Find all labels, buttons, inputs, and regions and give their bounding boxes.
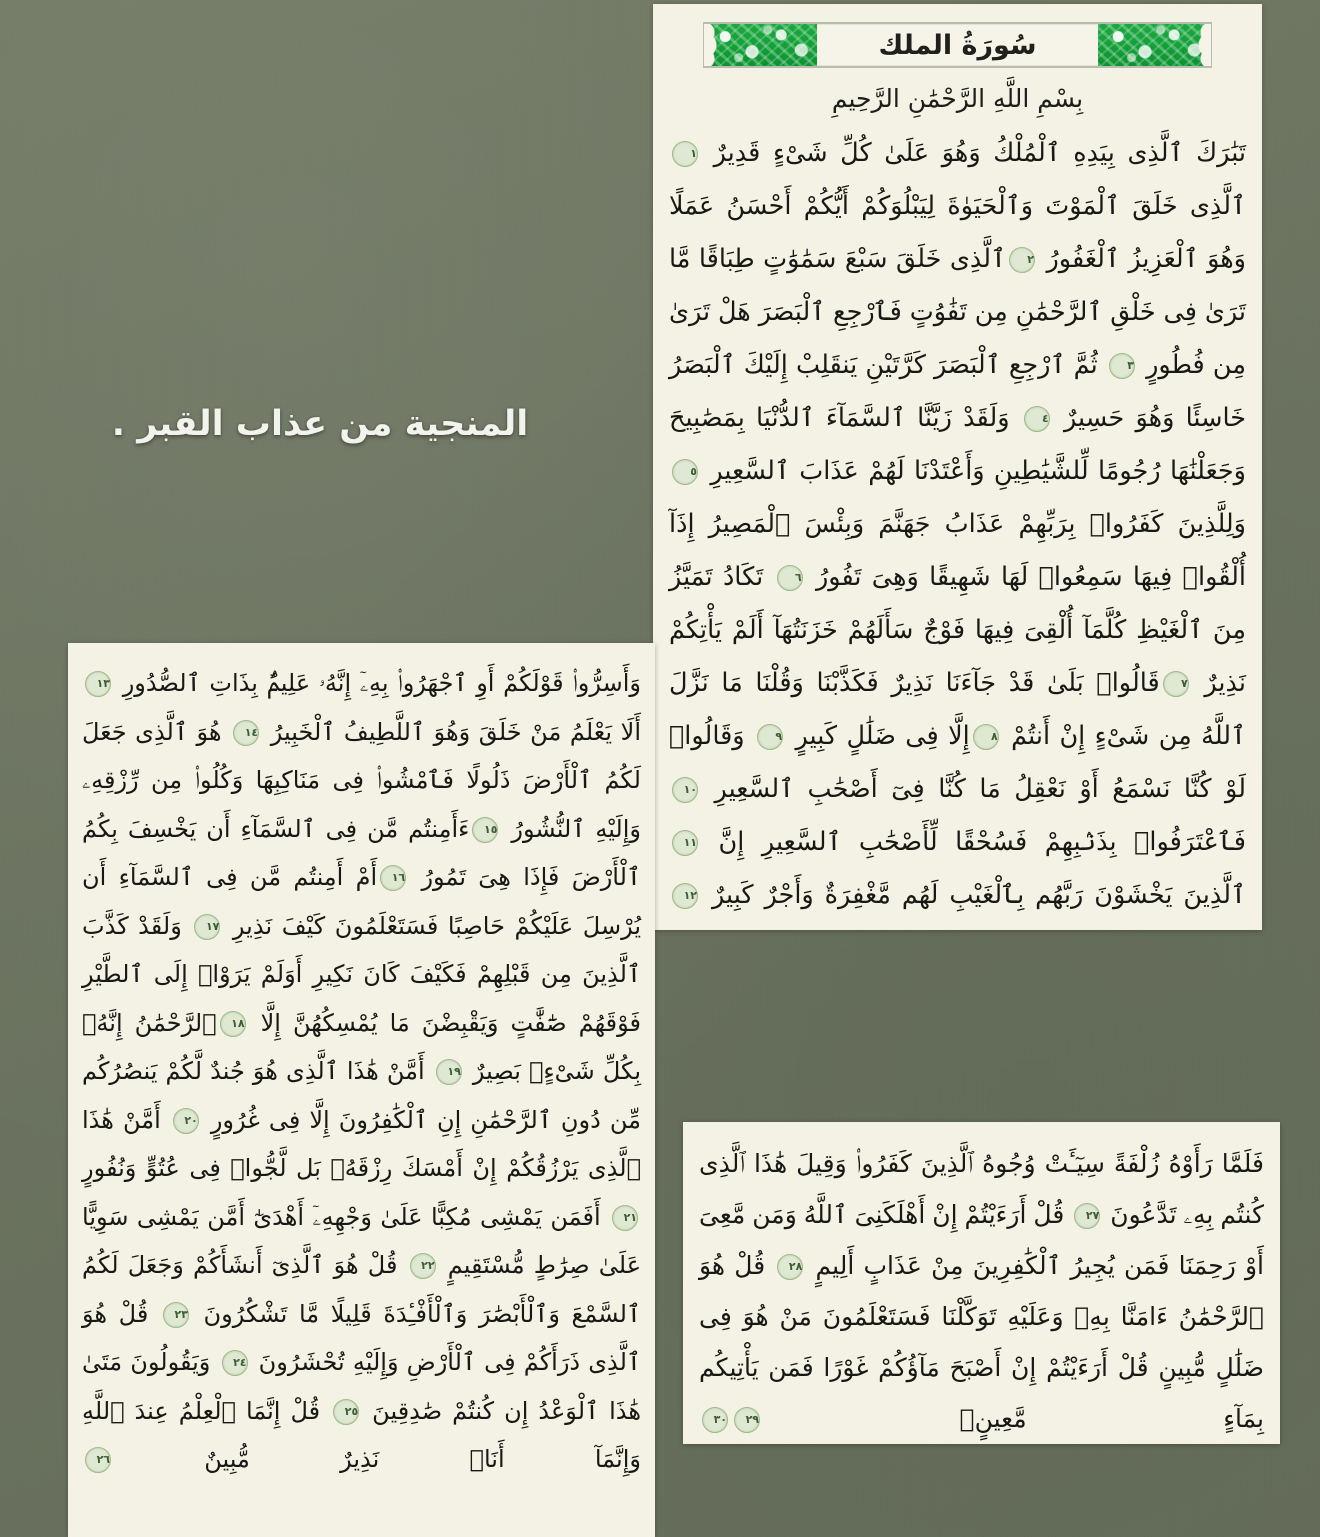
ayah-number-marker: ٥: [672, 459, 698, 485]
ayah-text-run: كَيْفَ نَذِيرِ: [223, 911, 326, 940]
ayah-text-run: وَقَالُوا۟ لَوْ كُنَّا نَسْمَعُ أَوْ نَعْقِلُ مَا كُنَّا فِىٓ أَصْحَٰبِ: [669, 721, 1246, 804]
ayah-text-run: ٱلسَّعِيرِ: [701, 456, 790, 486]
ayah-text-run: ءَامَنَّا بِهِۦ وَعَلَيْهِ تَوَكَّلْنَا فَسَتَعْلَمُونَ مَنْ هُوَ فِى ضَلَٰلٍ مُّبِينٍ: [699, 1302, 1265, 1382]
ayah-number-marker: ٢٩: [734, 1407, 760, 1433]
basmala-text: بِسْمِ اللَّهِ الرَّحْمَٰنِ الرَّحِيمِ: [831, 84, 1084, 113]
ayah-number-marker: ١٠: [672, 777, 698, 803]
ayah-text-run: قُلْ هُوَ ٱلَّذِى ذَرَأَكُمْ فِى: [82, 1299, 641, 1376]
surah-title-banner: [703, 22, 1212, 68]
ayah-text-block-13-26: [82, 659, 641, 1531]
ayah-number-marker: ٢: [1009, 247, 1035, 273]
ayah-text-run: ٱلَّذِينَ يَخْشَوْنَ رَبَّهُم بِٱلْغَيْبِ لَهُم مَّغْفِرَةٌ وَأَجْرٌ كَبِيرٌ: [701, 880, 1246, 910]
ayah-text-run: بِهِۦ تَدَّعُونَ: [1103, 1200, 1214, 1229]
ayah-number-marker: ٦: [777, 565, 803, 591]
ayah-text-run: إِنَّ: [701, 827, 745, 857]
ayah-text-run: وَلَقَدْ زَيَّنَّا ٱلسَّمَآءَ: [814, 403, 1021, 433]
ayah-text-run: ءَأَمِنتُم مَّن فِى ٱلسَّمَآءِ أَن يَخْسِفَ بِكُمُ ٱلْأَرْضَ فَإِذَا هِىَ تَمُورُ: [82, 814, 641, 891]
ayah-number-marker: ١٥: [472, 817, 498, 843]
ayah-text-run: قَالُوا۟ بَلَىٰ قَدْ جَآءَنَا نَذِيرٌ فَكَذَّبْنَا وَقُلْنَا مَا نَزَّلَ ٱللَّهُ مِن شَىْءٍ إِنْ أَنتُمْ: [669, 668, 1246, 751]
ayah-text-run: قُلْ أَرَءَيْتُمْ إِنْ أَهْلَكَنِىَ ٱللَّهُ وَمَن مَّعِىَ أَوْ رَحِمَنَا: [699, 1200, 1264, 1280]
ayah-text-block-1-12: [669, 127, 1246, 922]
mushaf-page-surah-closing: [683, 1122, 1280, 1444]
ayah-text-run: أَمَّنْ هَٰذَا ٱلَّذِى هُوَ جُندٌ لَّكُمْ: [157, 1057, 433, 1085]
ayah-text-run: وَٱلْأَفْـِٔدَةَ قَلِيلًا مَّا تَشْكُرُونَ: [191, 1299, 468, 1328]
ayah-text-run: ثُمَّ ٱرْجِعِ ٱلْبَصَرَ كَرَّتَيْنِ: [857, 350, 1106, 380]
ayah-text-run: وَلَقَدْ كَذَّبَ ٱلَّذِينَ مِن قَبْلِهِمْ فَكَيْفَ كَانَ نَكِيرِ: [82, 911, 641, 988]
ayah-number-marker: ١٢: [672, 883, 698, 909]
ayah-number-marker: ٢٧: [1074, 1203, 1100, 1229]
mushaf-page-surah-opening: [653, 4, 1262, 930]
ayah-number-marker: ١٩: [436, 1059, 462, 1085]
ayah-number-marker: ٢٢: [410, 1253, 436, 1279]
ayah-number-marker: ٢٣: [163, 1302, 189, 1328]
ayah-text-run: أَوَلَمْ يَرَوْا۟ إِلَى ٱلطَّيْرِ فَوْقَهُمْ صَٰٓفَّٰتٍ وَيَقْبِضْنَ مَا يُمْسِكُهُنَّ إِلَّا: [82, 960, 642, 1037]
ayah-text-run: مُّسْتَقِيمٍ: [438, 1251, 525, 1279]
ayah-text-run: يَمْشِى مُكِبًّا عَلَىٰ وَجْهِهِۦٓ أَهْدَىٰٓ أَمَّن يَمْشِى سَوِيًّا عَلَىٰ صِرَٰطٍ: [82, 1202, 642, 1279]
ayah-text-run: وَلِلَّذِينَ كَفَرُوا۟ بِرَبِّهِمْ عَذَابُ جَهَنَّمَ وَبِئْسَ ٱلْمَصِيرُ: [694, 509, 1246, 539]
caption-overlay-text: المنجية من عذاب القبر .: [111, 404, 529, 444]
ayah-number-marker: ٢٠: [173, 1108, 199, 1134]
ayah-text-run: ٱلدُّنْيَا بِمَصَٰبِيحَ وَجَعَلْنَٰهَا رُجُومًا لِّلشَّيَٰطِينِ وَأَعْتَدْنَا لَهُمْ عَذَابَ: [669, 403, 1246, 486]
ayah-text-run: تَكَادُ تَمَيَّزُ: [669, 562, 774, 592]
ayah-text-run: يَنقَلِبْ إِلَيْكَ ٱلْبَصَرُ خَاسِئًا وَهُوَ حَسِيرٌ: [669, 350, 1246, 433]
ayah-text-run: فَمَن يُجِيرُ ٱلْكَٰفِرِينَ مِنْ عَذَابٍ أَلِيمٍ: [806, 1251, 1170, 1280]
surah-title-text: سُورَةُ الملك: [878, 29, 1037, 61]
ayah-text-run: فَٱعْتَرَفُوا۟ بِذَنۢبِهِمْ فَسُحْقًا لِّأَصْحَٰبِ ٱلسَّعِيرِ: [744, 827, 1246, 857]
ayah-text-run: هُوَ ٱلَّذِى جَعَلَ لَكُمُ ٱلْأَرْضَ: [82, 717, 641, 794]
ayah-text-run: إِذَآ أُلْقُوا۟ فِيهَا سَمِعُوا۟ لَهَا شَهِيقًا وَهِىَ تَفُورُ: [669, 509, 1246, 592]
ayah-text-block-27-30: [699, 1138, 1264, 1444]
ayah-text-run: قُلْ هُوَ ٱلرَّحْمَٰنُ: [699, 1251, 1264, 1331]
ayah-text-run: قُلْ هُوَ ٱلَّذِىٓ أَنشَأَكُمْ وَجَعَلَ لَكُمُ ٱلسَّمْعَ وَٱلْأَبْصَٰرَ: [82, 1251, 641, 1328]
banner-ornament-left-icon: [705, 24, 817, 66]
ayah-text-run: ٱلَّذِى يَرْزُقُكُمْ إِنْ أَمْسَكَ رِزْقَهُۥ بَل لَّجُّوا۟ فِى عُتُوٍّ وَنُفُورٍ: [82, 1154, 641, 1182]
ayah-text-run: تَبَٰرَكَ ٱلَّذِى بِيَدِهِ ٱلْمُلْكُ وَهُوَ عَلَىٰ كُلِّ شَىْءٍ قَدِيرٌ: [701, 138, 1246, 168]
ayah-text-run: ذَلُولًا فَٱمْشُوا۟ فِى مَنَاكِبِهَا وَكُلُوا۟ مِن رِّزْقِهِۦ وَإِلَيْهِ ٱلنُّشُورُ: [82, 766, 642, 843]
ayah-number-marker: ٢٥: [333, 1399, 359, 1425]
ayah-text-run: وَيَقُولُونَ مَتَىٰ هَٰذَا ٱلْوَعْدُ إِن كُنتُمْ: [82, 1348, 642, 1425]
ayah-text-run: أَمَّنْ هَٰذَا: [82, 1105, 170, 1134]
ayah-number-marker: ١١: [672, 830, 698, 856]
ayah-text-run: تَفَٰوُتٍ فَٱرْجِعِ ٱلْبَصَرَ هَلْ تَرَىٰ مِن فُطُورٍ: [669, 297, 1246, 380]
ayah-text-run: ٱلَّذِى خَلَقَ: [1119, 191, 1246, 221]
ayah-number-marker: ٧: [1163, 671, 1189, 697]
ayah-number-marker: ٢٦: [85, 1447, 111, 1473]
ayah-text-run: يَنصُرُكُم مِّن دُونِ ٱلرَّحْمَٰنِ إِنِ ٱلْكَٰفِرُونَ إِلَّا فِى غُرُورٍ: [82, 1057, 641, 1134]
ayah-number-marker: ٨: [973, 724, 999, 750]
ayah-text-run: ٱلْأَرْضِ وَإِلَيْهِ تُحْشَرُونَ: [250, 1348, 476, 1376]
ayah-text-run: فَلَمَّا رَأَوْهُ زُلْفَةً سِيٓـَٔتْ وُجُوهُ ٱلَّذِينَ كَفَرُوا۟ وَقِيلَ هَٰذَا ٱلَّذِى كُنتُم: [699, 1149, 1264, 1229]
ayah-text-run: وَأَسِرُّوا۟ قَوْلَكُمْ أَوِ ٱجْهَرُوا۟ بِهِۦٓ إِنَّهُۥ عَلِيمٌۢ بِذَاتِ ٱلصُّدُورِ: [114, 669, 641, 697]
mushaf-page-surah-continuation: [68, 643, 655, 1537]
ayah-number-marker: ١٤: [233, 720, 259, 746]
ayah-text-run: أَفَمَن: [541, 1202, 610, 1231]
ayah-text-run: يَعْلَمُ مَنْ خَلَقَ وَهُوَ ٱللَّطِيفُ ٱلْخَبِيرُ: [262, 717, 613, 746]
ayah-text-run: صَٰدِقِينَ: [362, 1396, 443, 1425]
ayah-text-run: ٱلسَّعِيرِ: [701, 774, 795, 804]
ayah-text-run: قُلْ إِنَّمَا ٱلْعِلْمُ عِندَ ٱللَّهِ وَإِنَّمَآ أَنَا۠ نَذِيرٌ مُّبِينٌ: [82, 1396, 641, 1473]
ayah-number-marker: ١٦: [380, 865, 406, 891]
ayah-number-marker: ٢١: [612, 1205, 638, 1231]
ayah-number-marker: ٤: [1024, 406, 1050, 432]
ayah-text-run: أَلَا: [612, 717, 642, 746]
ayah-number-marker: ١: [672, 141, 698, 167]
ayah-number-marker: ١٨: [220, 1011, 246, 1037]
ayah-number-marker: ١٧: [194, 914, 220, 940]
ayah-text-run: ٱلْمَوْتَ وَٱلْحَيَوٰةَ لِيَبْلُوَكُمْ أَيُّكُمْ أَحْسَنُ عَمَلًا وَهُوَ ٱلْعَزِيزُ ٱلْغَفُورُ: [669, 191, 1246, 274]
ayah-number-marker: ٩: [757, 724, 783, 750]
ayah-text-run: أَمْ أَمِنتُم مَّن فِى ٱلسَّمَآءِ أَن يُرْسِلَ عَلَيْكُمْ حَاصِبًا فَسَتَعْلَمُونَ: [82, 863, 641, 940]
ayah-text-run: ٱلرَّحْمَٰنُ إِنَّهُۥ بِكُلِّ شَىْءٍۭ بَصِيرٌ: [82, 1008, 641, 1085]
ayah-text-run: مِنَ ٱلْغَيْظِ كُلَّمَآ أُلْقِىَ فِيهَا فَوْجٌ سَأَلَهُمْ خَزَنَتُهَآ أَلَمْ يَأْتِكُمْ نَذِيرٌ: [669, 615, 1246, 698]
ayah-number-marker: ٣٠: [702, 1407, 728, 1433]
ayah-text-run: ٱلَّذِى خَلَقَ سَبْعَ سَمَٰوَٰتٍ طِبَاقًا مَّا تَرَىٰ فِى خَلْقِ ٱلرَّحْمَٰنِ مِن: [669, 244, 1246, 327]
ayah-number-marker: ٢٤: [222, 1350, 248, 1376]
ayah-number-marker: ٢٨: [777, 1254, 803, 1280]
ayah-number-marker: ٣: [1109, 353, 1135, 379]
ayah-text-run: قُلْ أَرَءَيْتُمْ إِنْ أَصْبَحَ مَآؤُكُمْ غَوْرًا فَمَن يَأْتِيكُم بِمَآءٍ مَّعِينٍۭ: [699, 1353, 1264, 1433]
ayah-number-marker: ١٣: [85, 671, 111, 697]
banner-ornament-right-icon: [1098, 24, 1210, 66]
ayah-text-run: إِلَّا فِى ضَلَٰلٍ كَبِيرٍ: [786, 721, 970, 751]
